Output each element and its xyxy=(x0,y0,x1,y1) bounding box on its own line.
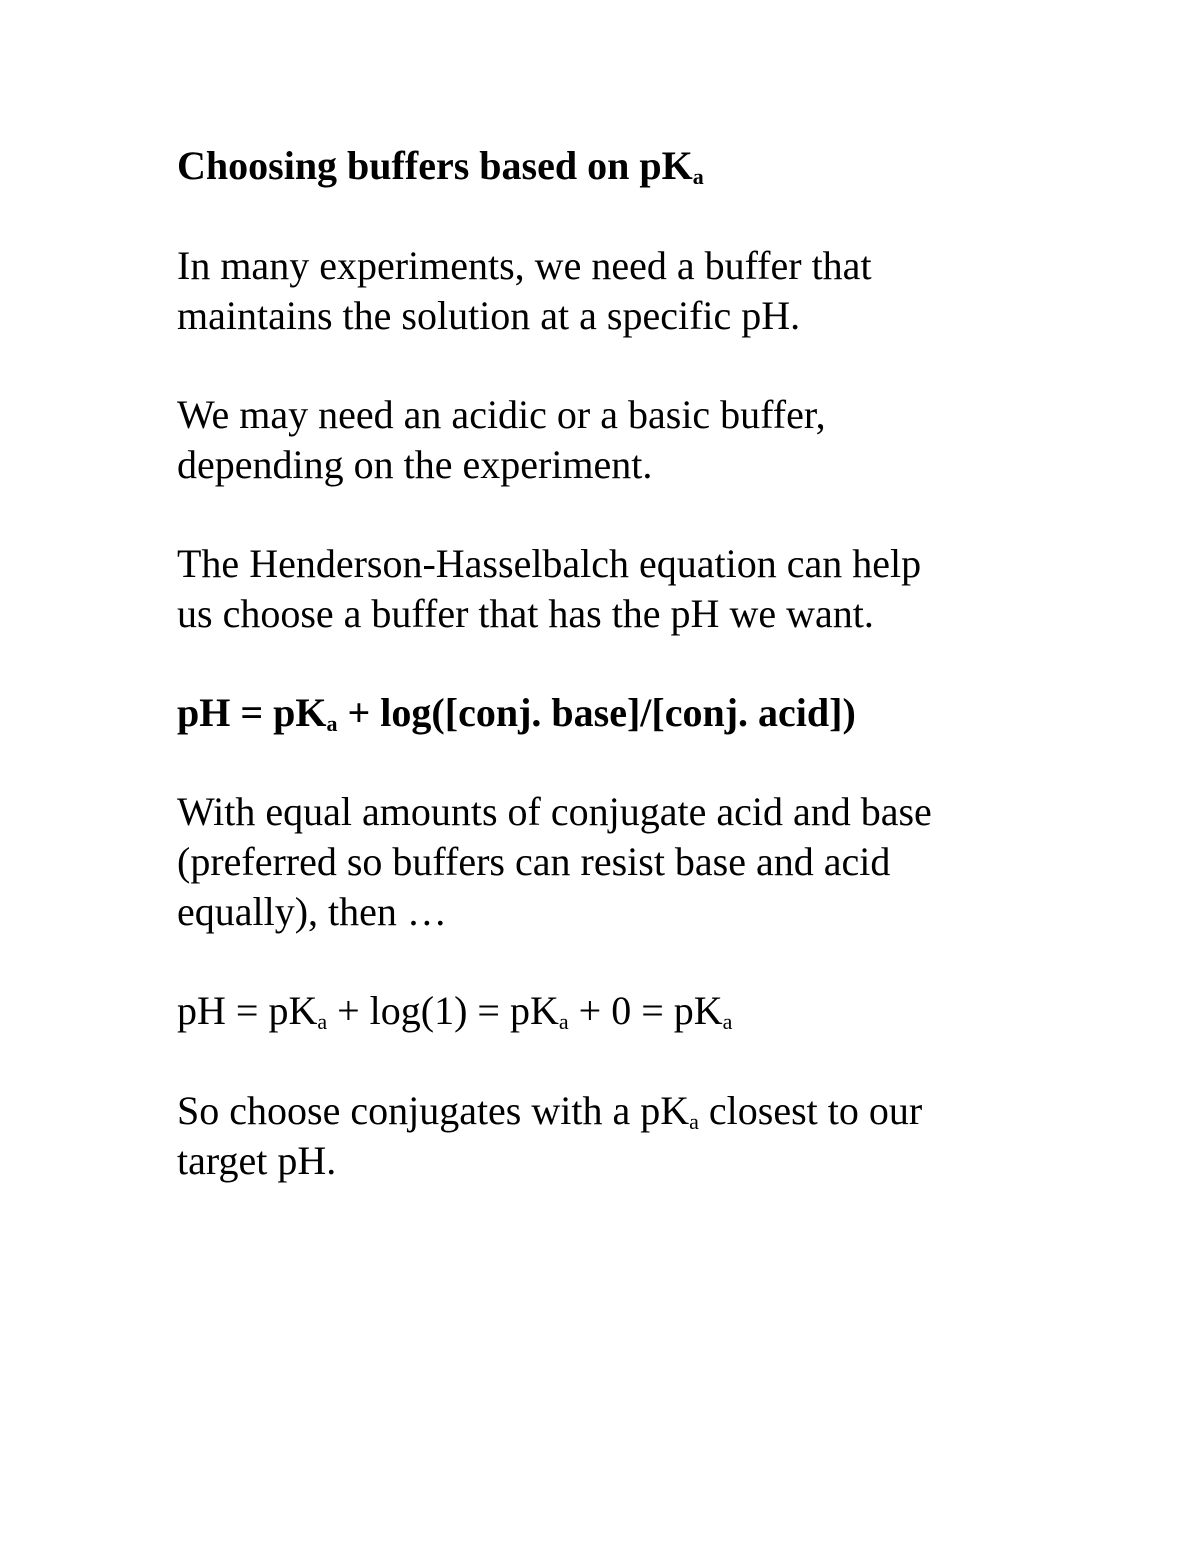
paragraph-4-line-1: With equal amounts of conjugate acid and base xyxy=(177,789,932,834)
p5-line1-part1: So choose conjugates with a pK xyxy=(177,1088,690,1133)
paragraph-5-line-2: target pH. xyxy=(177,1138,337,1183)
paragraph-2-line-1: We may need an acidic or a basic buffer, xyxy=(177,392,826,437)
equation2-part2: + log(1) = pK xyxy=(327,988,559,1033)
henderson-hasselbalch-equation xyxy=(177,688,856,738)
equation2-part1: pH = pK xyxy=(177,988,318,1033)
equal-amounts-equation xyxy=(177,986,732,1036)
p5-line1-part2: closest to our xyxy=(698,1088,923,1133)
p5-line1-subscript: a xyxy=(689,1109,699,1134)
equation2-subscript-3: a xyxy=(722,1009,733,1034)
paragraph-3-line-1: The Henderson-Hasselbalch equation can help xyxy=(177,541,922,586)
title-text: Choosing buffers based on pK xyxy=(177,143,693,188)
paragraph-5-line-1 xyxy=(177,1086,922,1136)
paragraph-1-line-1: In many experiments, we need a buffer that xyxy=(177,243,872,288)
page-title xyxy=(177,141,704,191)
equation2-subscript-2: a xyxy=(558,1009,569,1034)
equation2-part3: + 0 = pK xyxy=(568,988,723,1033)
paragraph-3-line-2: us choose a buffer that has the pH we want. xyxy=(177,591,874,636)
paragraph-4-line-2: (preferred so buffers can resist base and acid xyxy=(177,839,891,884)
equation1-part2: + log([conj. base]/[conj. acid]) xyxy=(337,690,856,735)
title-subscript: a xyxy=(692,164,704,189)
equation2-subscript-1: a xyxy=(317,1009,328,1034)
paragraph-2-line-2: depending on the experiment. xyxy=(177,442,653,487)
paragraph-4-line-3: equally), then … xyxy=(177,889,447,934)
paragraph-1-line-2: maintains the solution at a specific pH. xyxy=(177,293,801,338)
equation1-subscript: a xyxy=(326,711,338,736)
equation1-part1: pH = pK xyxy=(177,690,327,735)
